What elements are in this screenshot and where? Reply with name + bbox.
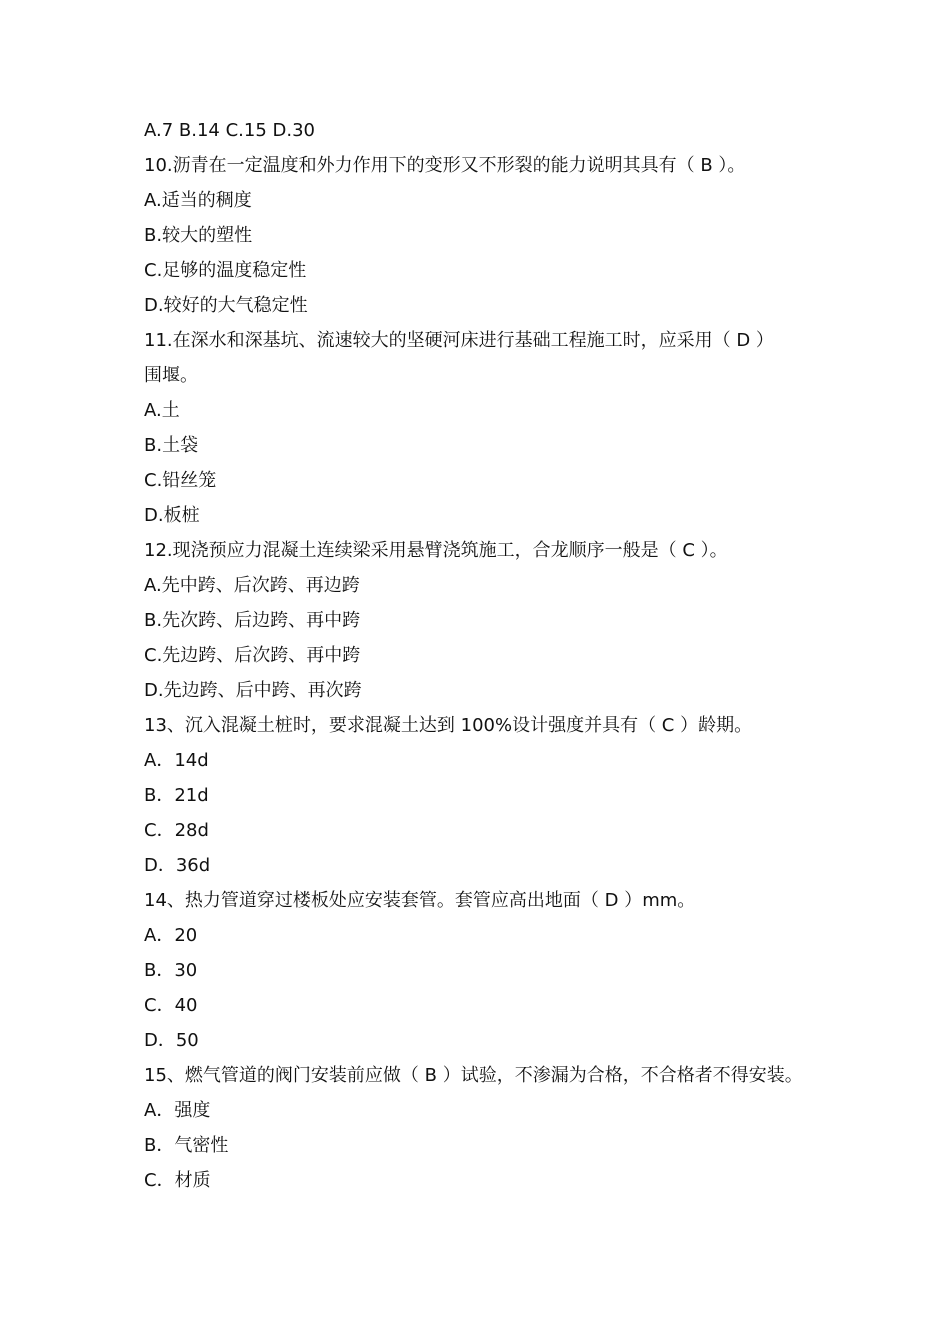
question-15: 15、燃气管道的阀门安装前应做（ B ）试验，不渗漏为合格，不合格者不得安装。: [144, 1065, 803, 1086]
question-14: 14、热力管道穿过楼板处应安装套管。套管应高出地面（ D ）mm。: [144, 890, 696, 911]
option-12-a: A.先中跨、后次跨、再边跨: [144, 575, 360, 596]
option-15-c: C．材质: [144, 1170, 211, 1191]
option-10-b: B.较大的塑性: [144, 225, 253, 246]
option-13-c: C．28d: [144, 820, 209, 841]
option-15-a: A．强度: [144, 1100, 211, 1121]
question-11-cont: 围堰。: [144, 365, 198, 386]
option-12-c: C.先边跨、后次跨、再中跨: [144, 645, 361, 666]
options-q9: A.7 B.14 C.15 D.30: [144, 120, 315, 141]
question-11: 11.在深水和深基坑、流速较大的坚硬河床进行基础工程施工时，应采用（ D ）: [144, 330, 774, 351]
option-11-b: B.土袋: [144, 435, 199, 456]
option-13-a: A．14d: [144, 750, 209, 771]
option-10-c: C.足够的温度稳定性: [144, 260, 307, 281]
option-11-c: C.铅丝笼: [144, 470, 217, 491]
option-12-d: D.先边跨、后中跨、再次跨: [144, 680, 362, 701]
document-page: [144, 113, 844, 1198]
option-14-b: B．30: [144, 960, 198, 981]
option-11-d: D.板桩: [144, 505, 200, 526]
option-10-a: A.适当的稠度: [144, 190, 252, 211]
option-14-a: A．20: [144, 925, 198, 946]
option-13-d: D．36d: [144, 855, 211, 876]
option-15-b: B．气密性: [144, 1135, 229, 1156]
option-14-c: C．40: [144, 995, 198, 1016]
option-12-b: B.先次跨、后边跨、再中跨: [144, 610, 361, 631]
option-11-a: A.土: [144, 400, 180, 421]
question-13: 13、沉入混凝土桩时，要求混凝土达到 100%设计强度并具有（ C ）龄期。: [144, 715, 753, 736]
question-12: 12.现浇预应力混凝土连续梁采用悬臂浇筑施工，合龙顺序一般是（ C ）。: [144, 540, 728, 561]
question-10: 10.沥青在一定温度和外力作用下的变形又不形裂的能力说明其具有（ B ）。: [144, 155, 746, 176]
option-13-b: B．21d: [144, 785, 209, 806]
option-14-d: D．50: [144, 1030, 199, 1051]
option-10-d: D.较好的大气稳定性: [144, 295, 308, 316]
